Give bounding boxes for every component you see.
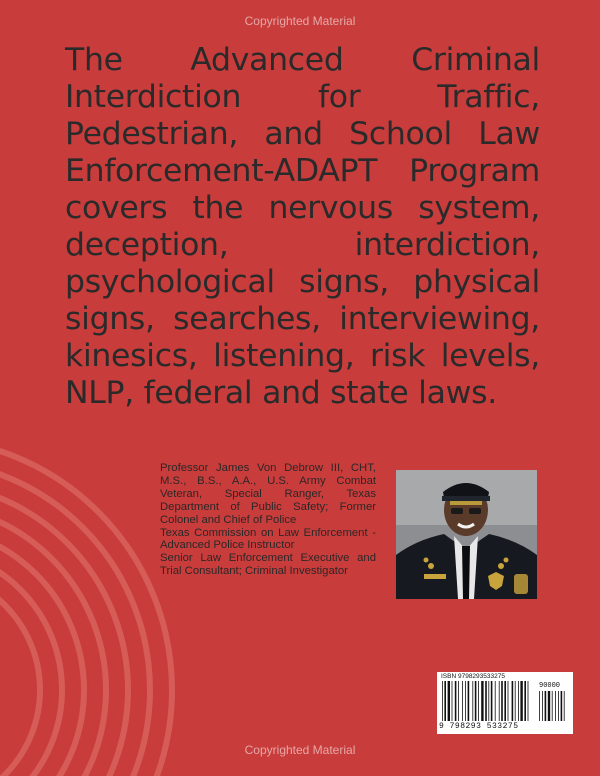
isbn-digits: 9 798293 533275 xyxy=(439,722,519,731)
isbn-label: ISBN 9798293533275 xyxy=(441,673,505,680)
author-bio xyxy=(160,462,376,578)
copyright-watermark-top: Copyrighted Material xyxy=(244,14,356,28)
barcode-bars xyxy=(440,681,570,721)
price-code: 90000 xyxy=(539,682,561,690)
author-bio-line: Senior Law Enforcement Executive and Trial Consultant; Criminal Investigator xyxy=(160,552,376,578)
isbn-barcode xyxy=(437,672,573,734)
author-bio-line: Professor James Von Debrow III, CHT, M.S., B.S., A.A., U.S. Army Combat Veteran, Special Ranger, Texas Department of Public Safety; Former Colonel and Chief of Police xyxy=(160,462,376,526)
copyright-watermark-bottom: Copyrighted Material xyxy=(244,743,356,757)
book-description: The Advanced Criminal Interdiction for Traffic, Pedestrian, and School Law Enforcement-ADAPT Program covers the nervous system, deception, interdiction, psychological signs, physical signs, searches, interviewing, kinesics, listening, risk levels, NLP, federal and state laws. xyxy=(65,42,540,411)
author-photo xyxy=(396,470,537,599)
author-bio-line: Texas Commission on Law Enforcement - Advanced Police Instructor xyxy=(160,526,376,552)
